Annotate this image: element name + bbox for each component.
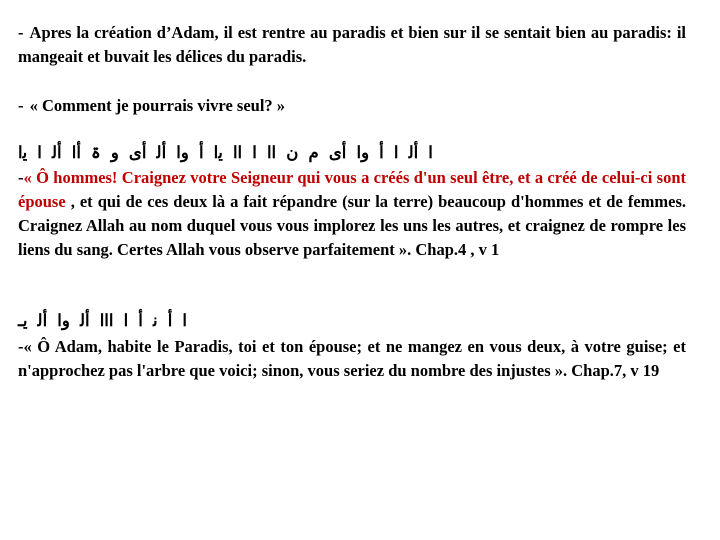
- arabic-verse-2: ﺍ ﺃ ﻧ ﺃ ﺍ ﺍﺍﺍ ﺃﻟ ﻭﺍ ﺃﻟ ﻳـ: [18, 311, 188, 330]
- question-text: « Comment je pourrais vivre seul? »: [29, 96, 286, 115]
- arabic-verse-1: ﺍ ﺃﻟ ﺍ ﺃ ﻭﺍ ﺃﻯ ﻡ ﻥ ﺍﺍ ﺍ ﺍﺍ ﻳﺍ ﺃ ﻭﺍ ﺃﻟ ﺃﻯ ﻭ ۃ ﺃﺍ ﺃﻟ ﺍ ﻳﺍ: [18, 143, 433, 162]
- bullet-dash: -: [18, 96, 24, 115]
- question-paragraph: [18, 94, 686, 118]
- bullet-dash: -: [18, 337, 24, 356]
- intro-paragraph: [18, 21, 686, 69]
- quote-highlight: « Ô hommes! Craignez votre Seigneur qui vous a créés d'un seul être, et a créé de celui-ci sont épouse: [18, 168, 686, 211]
- bullet-dash: -: [18, 168, 24, 187]
- intro-text: Apres la création d’Adam, il est rentre au paradis et bien sur il se sentait bien au paradis: il mangeait et buvait les délices du paradis.: [18, 23, 686, 66]
- quote-text: « Ô Adam, habite le Paradis, toi et ton épouse; et ne mangez en vous deux, à votre guise; et n'approchez pas l'arbre que voici; sinon, vous seriez du nombre des injustes ». Chap.7, v 19: [18, 337, 686, 380]
- quote-chapter-4: [18, 166, 686, 262]
- quote-continuation: , et qui de ces deux là a fait répandre (sur la terre) beaucoup d'hommes et de femmes. Craignez Allah au nom duquel vous vous implorez les uns les autres, et craignez de rompre les liens du sang. Certes Allah vous observe parfaitement ». Chap.4 , v 1: [18, 192, 686, 259]
- quote-chapter-7: [18, 335, 686, 383]
- bullet-dash: -: [18, 23, 24, 42]
